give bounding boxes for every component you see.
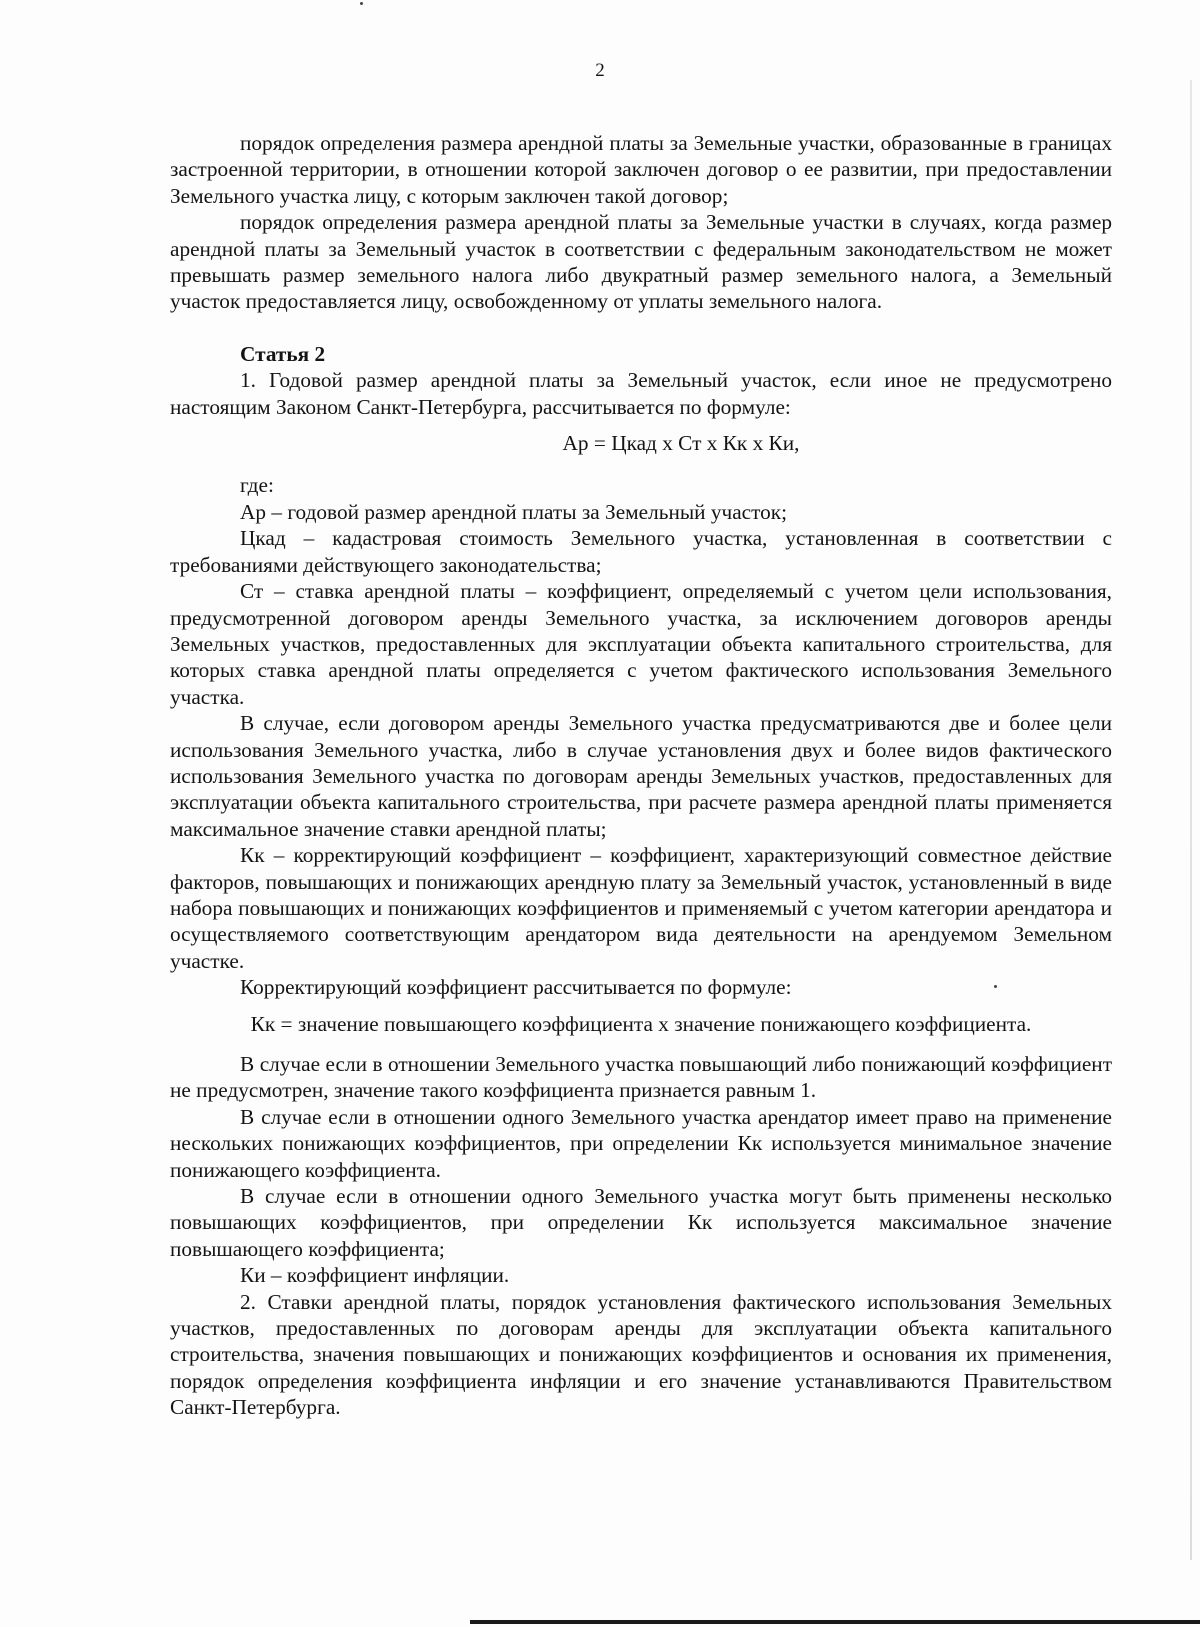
paragraph: В случае если в отношении Земельного участка повышающий либо понижающий коэффициент не предусмотрен, значение такого коэффициента признается равным 1. [170,1052,1112,1103]
definition-ar: Ар – годовой размер арендной платы за Земельный участок; [240,499,788,524]
paragraph: В случае, если договором аренды Земельного участка предусматриваются две и более цели использования Земельного участка, либо в случае установления двух и более видов фактического использования Земельного участка по договорам аренды Земельных участков, предоставленных для эксплуатации объекта капитального строительства, при расчете размера арендной платы применяется максимальное значение ставки арендной платы; [170,711,1112,841]
scan-speck [360,2,363,5]
paragraph: порядок определения размера арендной платы за Земельные участки в случаях, когда размер арендной платы за Земельный участок в соответствии с федеральным законодательством не может превышать размер земельного налога либо двукратный размер земельного налога, а Земельный участок предоставляется лицу, освобожденному от уплаты земельного налога. [170,210,1112,314]
paragraph: Корректирующий коэффициент рассчитывается по формуле: [240,975,792,1000]
definition-kk: Кк – корректирующий коэффициент – коэффициент, характеризующий совместное действие факторов, повышающих и понижающих арендную плату за Земельный участок, установленный в виде набора повышающих и понижающих коэффициентов и применяемый с учетом категории арендатора и осуществляемого соответствующим арендатором вида деятельности на арендуемом Земельном участке. [170,843,1112,973]
paragraph: 2. Ставки арендной платы, порядок установления фактического использования Земельных участков, предоставленных по договорам аренды для эксплуатации объекта капитального строительства, значения повышающих и понижающих коэффициентов и основания их применения, порядок определения коэффициента инфляции и его значение устанавливаются Правительством Санкт-Петербурга. [170,1289,1112,1420]
article-intro: 1. Годовой размер арендной платы за Земельный участок, если иное не предусмотрено настоящим Законом Санкт-Петербурга, рассчитывается по формуле: [170,368,1112,419]
scan-edge-bottom [470,1620,1200,1624]
page-number: 2 [595,60,605,81]
paragraph: В случае если в отношении одного Земельного участка арендатор имеет право на применение нескольких понижающих коэффициентов, при определении Кк используется минимальное значение понижающего коэффициента. [170,1104,1112,1182]
article-heading: Статья 2 [240,341,326,366]
scan-edge-shadow [1190,80,1192,1560]
definition-ki: Ки – коэффициент инфляции. [240,1263,510,1288]
main-formula: Ар = Цкад х Ст х Кк х Ки, [562,431,800,456]
where-label: где: [240,473,274,498]
paragraph: В случае если в отношении одного Земельного участка могут быть применены несколько повышающих коэффициентов, при определении Кк используется максимальное значение повышающего коэффициента; [170,1184,1112,1261]
paragraph: порядок определения размера арендной платы за Земельные участки, образованные в границах застроенной территории, в отношении которой заключен договор о ее развитии, при предоставлении Земельного участка лицу, с которым заключен такой договор; [170,131,1112,208]
document-body [170,130,1112,1421]
definition-st: Ст – ставка арендной платы – коэффициент, определяемый с учетом цели использования, предусмотренной договором аренды Земельного участка, за исключением договоров аренды Земельных участков, предоставленных для эксплуатации объекта капитального строительства, для которых ставка арендной платы определяется с учетом фактического использования Земельного участка. [170,579,1112,709]
kk-formula: Кк = значение повышающего коэффициента х значение понижающего коэффициента. [250,1011,1032,1036]
definition-tskad: Цкад – кадастровая стоимость Земельного участка, установленная в соответствии с требованиями действующего законодательства; [170,526,1112,577]
